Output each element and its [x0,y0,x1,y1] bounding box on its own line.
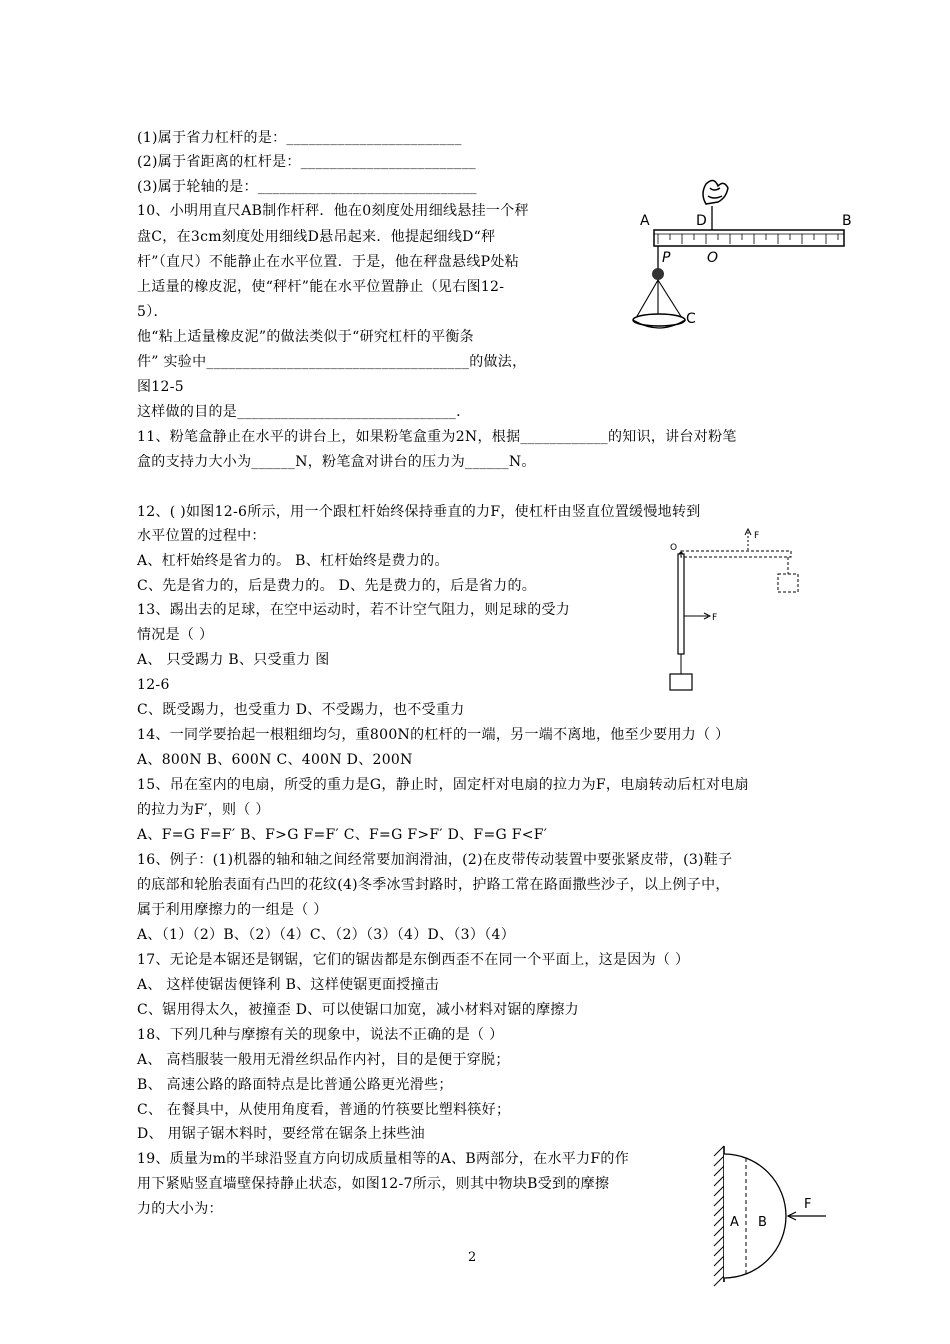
lever-horizontal-dashed [681,551,791,557]
weight-block-dashed [778,574,798,592]
question-10-line: 上适量的橡皮泥，使“秤杆”能在水平位置静止（见右图12- [137,279,505,295]
weight-block [670,674,692,690]
question-line: (3)属于轮轴的是：______________________________ [137,179,477,195]
ruler [654,230,844,246]
question-10-line: 杆”（直尺）不能静止在水平位置．于是，他在秤盘悬线P处粘 [137,254,519,270]
label-d: D [696,213,707,229]
question-15-line: 的拉力为F′，则（ ） [137,802,270,818]
question-18-option: B、 高速公路的路面特点是比普通公路更光滑些； [137,1077,453,1093]
question-18-option: D、 用锯子锯木料时，要经常在锯条上抹些油 [137,1126,425,1142]
question-16-option: A、（1）（2）B、（2）（4）C、（2）（3）（4）D、（3）（4） [137,927,515,943]
label-f: F [804,1197,812,1212]
question-12-option: A、杠杆始终是省力的。 B、杠杆始终是费力的。 [137,553,449,569]
question-10-line: 件” 实验中____________________________________的做法， [137,354,527,370]
question-10-line: 这样做的目的是______________________________. [137,404,461,420]
label-b: B [842,213,852,229]
question-13-option: C、既受踢力，也受重力 D、不受踢力，也不受重力 [137,702,465,718]
label-o: O [670,543,678,553]
question-10-line: 5）． [137,304,168,320]
question-17-option: A、 这样使锯齿便锋利 B、这样使锯更面授撞击 [137,977,440,993]
wall-hatching [714,1146,724,1286]
label-f-right: F [712,613,718,623]
label-f-up: F [754,531,760,541]
putty-blob [652,268,664,280]
figure-caption: 12-6 [137,677,170,693]
question-15-option: A、F=G F=F′ B、F>G F=F′ C、F=G F>F′ D、F=G F<F′ [137,827,548,843]
question-12-line: 12、( )如图12-6所示，用一个跟杠杆始终保持垂直的力F，使杠杆由竖直位置缓慢地转到 [137,504,701,520]
hand-icon [703,180,728,204]
question-16-line: 的底部和轮胎表面有凸凹的花纹(4)冬季冰雪封路时，护路工常在路面撒些沙子，以上例子中， [137,877,730,893]
page-number: 2 [468,1250,477,1265]
question-11-line: 11、粉笔盒静止在水平的讲台上，如果粉笔盒重为2N，根据____________的知识，讲台对粉笔 [137,429,737,445]
question-19-line: 19、质量为m的半球沿竖直方向切成质量相等的A、B两部分，在水平力F的作 [137,1151,629,1167]
question-line: (1)属于省力杠杆的是：________________________ [137,130,462,146]
question-18-option: C、 在餐具中，从使用角度看，普通的竹筷要比塑料筷好； [137,1102,511,1118]
question-13-option: A、 只受踢力 B、只受重力 图 [137,652,330,668]
figure-12-5-steelyard [628,178,858,338]
question-19-line: 用下紧贴竖直墙壁保持静止状态，如图12-7所示，则其中物块B受到的摩擦 [137,1176,610,1192]
figure-12-7-hemisphere [710,1142,830,1287]
question-19-line: 力的大小为： [137,1201,223,1217]
question-line: (2)属于省距离的杠杆是：________________________ [137,154,476,170]
question-13-line: 13、踢出去的足球，在空中运动时，若不计空气阻力，则足球的受力 [137,602,571,618]
question-16-line: 属于利用摩擦力的一组是（ ） [137,902,328,918]
question-12-line: 水平位置的过程中： [137,528,266,544]
label-o: O [707,250,719,266]
label-a: A [640,213,650,229]
question-12-option: C、先是省力的，后是费力的。 D、先是费力的，后是省力的。 [137,578,537,594]
question-18-line: 18、下列几种与摩擦有关的现象中，说法不正确的是（ ） [137,1027,504,1043]
figure-caption: 图12-5 [137,379,184,395]
question-17-line: 17、无论是本锯还是钢锯，它们的锯齿都是东倒西歪不在同一个平面上，这是因为（ ） [137,952,690,968]
question-17-option: C、锯用得太久，被撞歪 D、可以使锯口加宽，减小材料对锯的摩擦力 [137,1002,579,1018]
label-b: B [758,1215,767,1230]
question-14-line: 14、一同学要抬起一根粗细均匀，重800N的杠杆的一端，另一端不离地，他至少要用力（ ） [137,727,730,743]
label-p: P [662,250,671,266]
question-10-line: 盘C，在3cm刻度处用细线D悬吊起来．他提起细线D“秤 [137,229,496,245]
question-10-line: 他“粘上适量橡皮泥”的做法类似于“研究杠杆的平衡条 [137,329,474,345]
figure-12-6-lever [664,526,814,696]
question-13-line: 情况是（ ） [137,627,214,643]
question-10-line: 10、小明用直尺AB制作杆秤．他在0刻度处用细线悬挂一个秤 [137,203,529,219]
question-15-line: 15、吊在室内的电扇，所受的重力是G，静止时，固定杆对电扇的拉力为F，电扇转动后杠对电扇 [137,777,749,793]
question-18-option: A、 高档服装一般用无滑丝织品作内衬，目的是便于穿脱； [137,1052,510,1068]
question-14-option: A、800N B、600N C、400N D、200N [137,752,413,768]
question-11-line: 盒的支持力大小为______N，粉笔盒对讲台的压力为______N。 [137,454,536,470]
label-a: A [730,1215,739,1230]
label-c: C [686,311,696,327]
question-16-line: 16、例子：(1)机器的轴和轴之间经常要加润滑油，(2)在皮带传动装置中要张紧皮带，(3)鞋子 [137,852,733,868]
lever-vertical [678,554,684,654]
